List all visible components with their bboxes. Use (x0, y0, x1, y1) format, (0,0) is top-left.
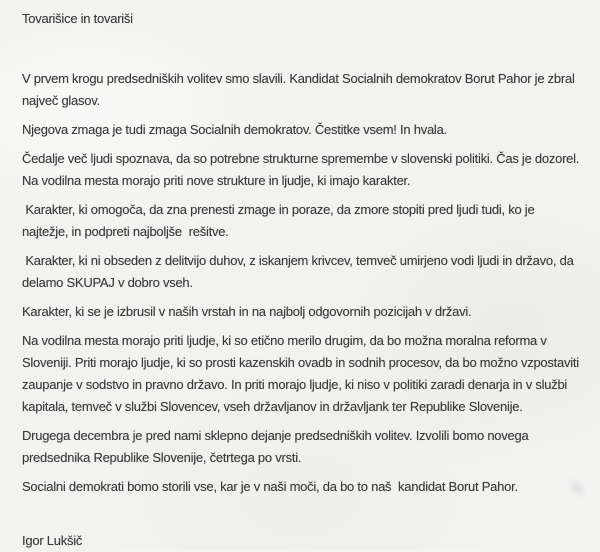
text-line: Socialni demokrati bomo storili vse, kar je v naši moči, da bo to naš kandidat Borut Pahor. (22, 479, 518, 494)
text-line: V prvem krogu predsedniških volitev smo slavili. Kandidat Socialnih demokratov Borut Pahor je zbral (22, 71, 575, 86)
paragraph (22, 148, 580, 192)
text-line: Karakter, ki ni obseden z delitvijo duhov, z iskanjem krivcev, temveč umirjeno vodi ljudi in državo, da (22, 253, 574, 268)
paragraph (22, 68, 580, 112)
text-line: predsednika Republike Slovenije, četrtega po vrsti. (22, 450, 302, 465)
paragraph (22, 330, 580, 418)
text-line: najtežje, in podpreti najboljše rešitve. (22, 224, 229, 239)
text-line: Njegova zmaga je tudi zmaga Socialnih demokratov. Čestitke vsem! In hvala. (22, 122, 447, 137)
text-line: Sloveniji. Priti morajo ljudje, ki so prosti kazenskih ovadb in sodnih procesov, da bo možno vzpostaviti (22, 355, 579, 370)
text-line: Karakter, ki omogoča, da zna prenesti zmage in poraze, da zmore stopiti pred ljudi tudi, ko je (22, 202, 535, 217)
text-line: Karakter, ki se je izbrusil v naših vrstah in na najbolj odgovornih pozicijah v državi. (22, 304, 472, 319)
text-line: Na vodilna mesta morajo priti nove strukture in ljudje, ki imajo karakter. (22, 173, 411, 188)
text-line: zaupanje v sodstvo in pravno državo. In priti morajo ljudje, ki niso v politiki zaradi denarja in v službi (22, 377, 568, 392)
paragraph (22, 425, 580, 469)
text-line: Drugega decembra je pred nami sklepno dejanje predsedniških volitev. Izvolili bomo novega (22, 428, 529, 443)
text-line: največ glasov. (22, 93, 100, 108)
paragraph (22, 119, 580, 141)
text-line: Na vodilna mesta morajo priti ljudje, ki so etično merilo drugim, da bo možna moralna reforma v (22, 333, 547, 348)
text-line: Čedalje več ljudi spoznava, da so potrebne strukturne spremembe v slovenski politiki. Čas je dozorel. (22, 151, 580, 166)
paragraph (22, 476, 580, 498)
paragraph (22, 250, 580, 294)
salutation: Tovarišice in tovariši (22, 11, 133, 26)
text-line: kapitala, temveč v službi Slovencev, vseh državljanov in državljank ter Republike Slovenije. (22, 399, 523, 414)
paragraph (22, 199, 580, 243)
paragraph (22, 301, 580, 323)
signature-name: Igor Lukšič (22, 533, 83, 548)
text-line: delamo SKUPAJ v dobro vseh. (22, 275, 193, 290)
